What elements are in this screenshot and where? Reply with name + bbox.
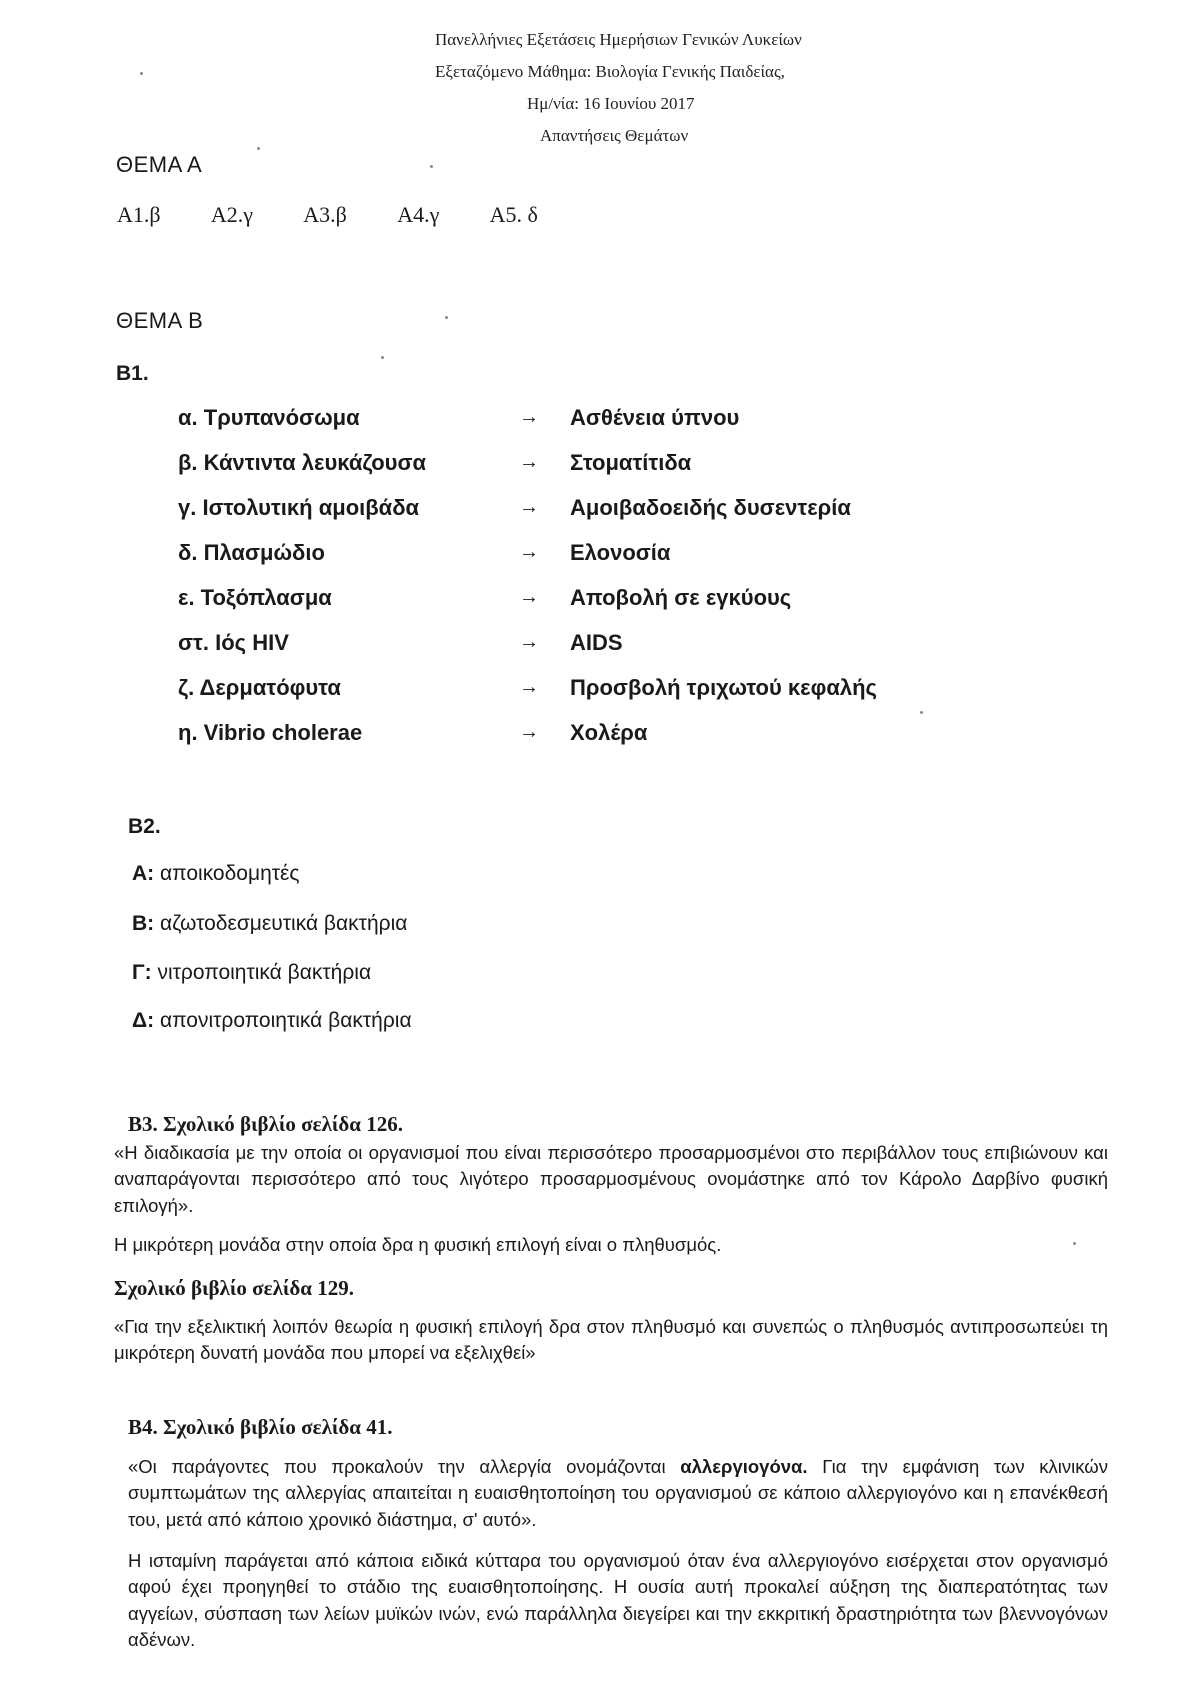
arrow-right-icon: → xyxy=(519,631,539,653)
scan-speck xyxy=(920,711,923,714)
answer-a3: Α3.β xyxy=(303,202,347,227)
b1-right-item: Προσβολή τριχωτού κεφαλής xyxy=(570,675,878,700)
header-date: Ημ/νία: 16 Ιουνίου 2017 xyxy=(527,94,695,113)
b2-item xyxy=(132,862,300,886)
b3-title: Β3. Σχολικό βιβλίο σελίδα 126. xyxy=(128,1112,404,1136)
arrow-right-icon: → xyxy=(519,586,539,608)
scan-speck xyxy=(430,165,433,168)
arrow-right-icon: → xyxy=(519,496,539,518)
answer-a1: Α1.β xyxy=(117,202,161,227)
scan-speck xyxy=(257,147,260,150)
b2-item-key: Δ: xyxy=(132,1009,155,1032)
b1-right-item: Ασθένεια ύπνου xyxy=(570,405,740,430)
b3-note: Η μικρότερη μονάδα στην οποία δρα η φυσική επιλογή είναι ο πληθυσμός. xyxy=(114,1234,722,1255)
b1-left-item: η. Vibrio cholerae xyxy=(178,720,363,745)
b1-left-item: στ. Ιός HIV xyxy=(178,630,289,655)
b2-item xyxy=(132,912,407,936)
thema-a-answers xyxy=(117,202,584,228)
b2-item-key: Γ: xyxy=(132,961,152,984)
answer-a5: Α5. δ xyxy=(489,202,538,227)
b1-left-item: ζ. Δερματόφυτα xyxy=(178,675,341,700)
b3-quote: «Η διαδικασία με την οποία οι οργανισμοί που είναι περισσότερο προσαρμοσμένοι στο περιβάλλον τους επιβιώνουν και αναπαράγονται περισσότερο από τους λιγότερο προσαρμοσμένους ονομάστηκε από τον Κάρολο Δαρβίνο φυσική επιλογή». xyxy=(114,1142,1108,1216)
scan-speck xyxy=(445,316,448,319)
thema-b-title: ΘΕΜΑ Β xyxy=(116,308,204,333)
b2-item xyxy=(132,961,371,985)
answer-a4: Α4.γ xyxy=(397,202,440,227)
b2-item-key: Β: xyxy=(132,912,155,935)
b2-item xyxy=(132,1009,412,1033)
b3-quote-2: «Για την εξελικτική λοιπόν θεωρία η φυσική επιλογή δρα στον πληθυσμό και συνεπώς ο πληθυσμός αντιπροσωπεύει τη μικρότερη δυνατή μονάδα που μπορεί να εξελιχθεί» xyxy=(114,1316,1108,1364)
b1-right-item: AIDS xyxy=(570,630,623,655)
header-exam-title: Πανελλήνιες Εξετάσεις Ημερήσιων Γενικών Λυκείων xyxy=(435,30,802,49)
b1-right-item: Χολέρα xyxy=(570,720,648,745)
b4-p1-end: Για την εμφάνιση των κλινικών συμπτωμάτων της αλλεργίας απαιτείται η ευαισθητοποίηση του οργανισμού σε κάποιο αλλεργιογόνο και η επανέκθεσή του, μετά από κάποιο χρονικό διάστημα, σ' αυτό». xyxy=(128,1456,1108,1530)
b1-left-item: δ. Πλασμώδιο xyxy=(178,540,325,565)
arrow-right-icon: → xyxy=(519,451,539,473)
b2-item-text: αζωτοδεσμευτικά βακτήρια xyxy=(160,912,408,935)
answer-a2: Α2.γ xyxy=(210,202,253,227)
b1-right-item: Αποβολή σε εγκύους xyxy=(570,585,792,610)
b4-paragraph-2: Η ισταμίνη παράγεται από κάποια ειδικά κύτταρα του οργανισμού όταν ένα αλλεργιογόνο εισέρχεται στον οργανισμό αφού έχει προηγηθεί το στάδιο της ευαισθητοποίησης. Η ουσία αυτή προκαλεί αύξηση της διαπερατότητας των αγγείων, σύσπαση των λείων μυϊκών ινών, ενώ παράλληλα διεγείρει και την εκκριτική δραστηριότητα των βλεννογόνων αδένων. xyxy=(128,1550,1108,1650)
arrow-right-icon: → xyxy=(519,541,539,563)
b1-left-item: β. Κάντιντα λευκάζουσα xyxy=(178,450,427,475)
b1-label: Β1. xyxy=(116,362,149,385)
b3-title-2: Σχολικό βιβλίο σελίδα 129. xyxy=(114,1276,355,1300)
b2-item-text: απονιτροποιητικά βακτήρια xyxy=(159,1009,412,1032)
b2-item-key: Α: xyxy=(132,862,155,885)
scan-speck xyxy=(381,356,384,359)
scan-speck xyxy=(1073,1242,1076,1245)
header-subject: Εξεταζόμενο Μάθημα: Βιολογία Γενικής Παιδείας, xyxy=(435,62,785,81)
scan-speck xyxy=(140,72,143,75)
arrow-right-icon: → xyxy=(519,676,539,698)
b4-p1-bold-term: αλλεργιογόνα. xyxy=(680,1456,808,1477)
header-answers-title: Απαντήσεις Θεμάτων xyxy=(540,126,689,145)
b2-label: Β2. xyxy=(128,815,161,838)
arrow-right-icon: → xyxy=(519,721,539,743)
arrow-right-icon: → xyxy=(519,406,539,428)
b1-right-item: Στοματίτιδα xyxy=(570,450,692,475)
b2-item-text: νιτροποιητικά βακτήρια xyxy=(157,961,372,984)
b1-right-item: Ελονοσία xyxy=(570,540,671,565)
b1-left-item: α. Τρυπανόσωμα xyxy=(178,405,360,430)
thema-a-title: ΘΕΜΑ Α xyxy=(116,152,203,177)
b4-title: Β4. Σχολικό βιβλίο σελίδα 41. xyxy=(128,1415,393,1439)
b2-item-text: αποικοδομητές xyxy=(160,862,300,885)
b1-left-item: γ. Ιστολυτική αμοιβάδα xyxy=(178,495,420,520)
b4-paragraph-1 xyxy=(128,1454,1108,1533)
b1-right-item: Αμοιβαδοειδής δυσεντερία xyxy=(570,495,851,520)
b1-left-item: ε. Τοξόπλασμα xyxy=(178,585,332,610)
b4-p1-start: «Οι παράγοντες που προκαλούν την αλλεργία ονομάζονται xyxy=(128,1456,681,1477)
